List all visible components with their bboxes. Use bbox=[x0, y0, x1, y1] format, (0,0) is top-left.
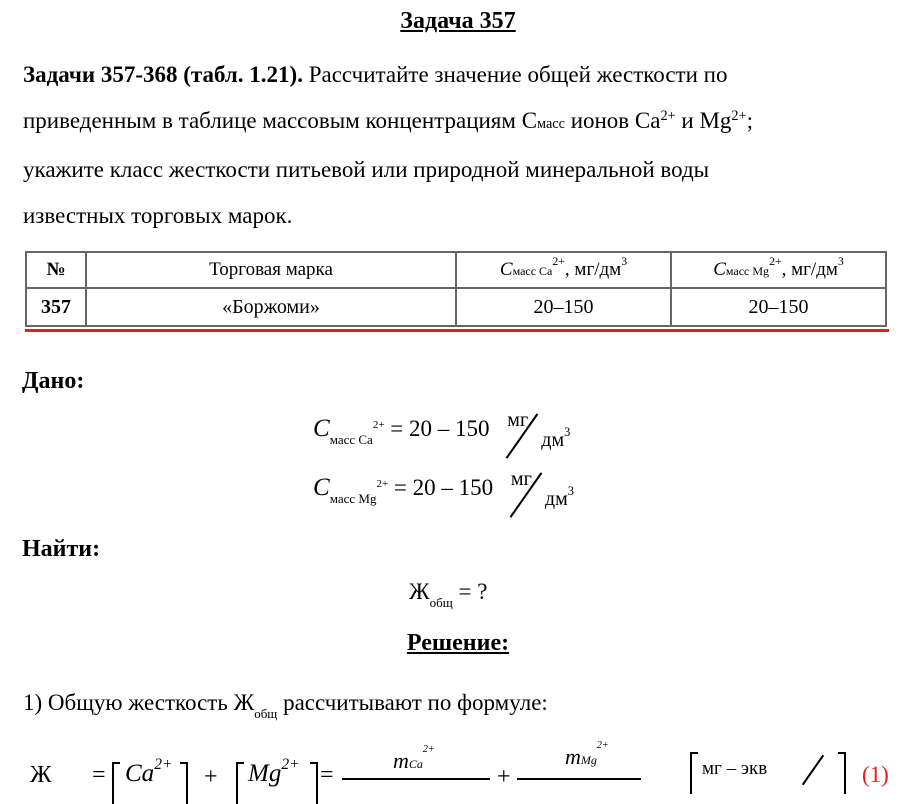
page-title: Задача 357 bbox=[400, 8, 516, 34]
solution-step-1: 1) Общую жесткость $Ж_{общ}$ рассчитывают по формуле: bbox=[23, 690, 548, 721]
cell-ca: 20–150 bbox=[456, 288, 671, 326]
given-ca-equation: $C_{масс Ca}^{2+} = 20 - 150$ мг $дм^3$ bbox=[313, 415, 565, 455]
data-table bbox=[25, 251, 887, 327]
given-label: Дано: bbox=[22, 368, 85, 394]
bracket-open bbox=[690, 752, 698, 794]
table-header-row bbox=[26, 252, 886, 288]
bracket-close bbox=[180, 762, 188, 804]
formula-ca: $Ca^{2+}$ bbox=[125, 756, 173, 787]
header-brand: Торговая марка bbox=[86, 252, 456, 288]
formula-zh: Ж bbox=[30, 762, 52, 788]
cell-num: 357 bbox=[26, 288, 86, 326]
unit-fraction: мг $дм^3$ bbox=[495, 415, 565, 455]
formula-mg: $Mg^{2+}$ bbox=[248, 756, 300, 787]
formula-unit: мг – экв bbox=[702, 758, 768, 779]
solution-label: Решение: bbox=[406, 630, 510, 656]
fraction-bar bbox=[517, 778, 641, 780]
table-red-underline bbox=[25, 329, 889, 332]
header-ca: Cмасс $Ca^{2+}$, $мг/дм^3$ bbox=[456, 252, 671, 288]
frac-num-mg: mMg$^{2+}$ bbox=[565, 740, 609, 769]
header-num: № bbox=[26, 252, 86, 288]
bracket-close bbox=[838, 752, 846, 794]
formula-eq: = bbox=[320, 762, 334, 788]
bracket-open bbox=[236, 762, 244, 804]
given-mg-equation: $C_{масс Mg}^{2+} = 20 - 150$ мг $дм^3$ bbox=[313, 474, 569, 514]
cell-mg: 20–150 bbox=[671, 288, 886, 326]
problem-lead: Задачи 357-368 (табл. 1.21). bbox=[23, 62, 303, 87]
formula-plus: + bbox=[497, 764, 511, 790]
bracket-close bbox=[310, 762, 318, 804]
bracket-open bbox=[112, 762, 120, 804]
formula-plus: + bbox=[204, 764, 218, 790]
header-mg: Cмасс $Mg^{2+}$, $мг/дм^3$ bbox=[671, 252, 886, 288]
unit-slash bbox=[802, 755, 824, 786]
find-equation: $Ж_{общ}$ = ? bbox=[409, 579, 488, 610]
cell-brand: «Боржоми» bbox=[86, 288, 456, 326]
table-row bbox=[26, 288, 886, 326]
frac-num-ca: mCa$^{2+}$ bbox=[393, 744, 435, 773]
fraction-bar bbox=[342, 778, 490, 780]
formula-number: (1) bbox=[862, 762, 889, 787]
unit-fraction: мг $дм^3$ bbox=[499, 474, 569, 514]
find-label: Найти: bbox=[22, 536, 101, 562]
problem-text: Задачи 357-368 (табл. 1.21). Рассчитайте значение общей жесткости по приведенным в таблице массовым концентрациям Смасс ионов $Ca^{2+}$ и $Mg^{2+}$; укажите класс жесткости питьевой или природной минеральной воды известных торговых марок. bbox=[23, 62, 753, 228]
formula-eq: = bbox=[92, 762, 106, 788]
